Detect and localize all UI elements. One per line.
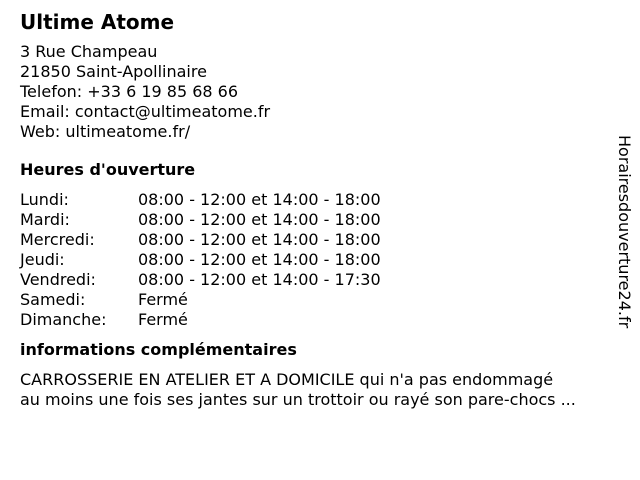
address-street: 3 Rue Champeau bbox=[20, 42, 158, 61]
time-value: 08:00 - 12:00 et 14:00 - 18:00 bbox=[138, 210, 381, 229]
hours-table bbox=[20, 190, 620, 330]
info-heading: informations complémentaires bbox=[20, 340, 297, 359]
time-value: Fermé bbox=[138, 290, 188, 309]
hours-heading: Heures d'ouverture bbox=[20, 160, 196, 179]
time-value: 08:00 - 12:00 et 14:00 - 17:30 bbox=[138, 270, 381, 289]
business-name: Ultime Atome bbox=[20, 10, 175, 34]
day-label: Mardi: bbox=[20, 210, 70, 229]
time-value: 08:00 - 12:00 et 14:00 - 18:00 bbox=[138, 190, 381, 209]
email-text: Email: contact@ultimeatome.fr bbox=[20, 102, 271, 121]
phone-text: Telefon: +33 6 19 85 68 66 bbox=[20, 82, 239, 101]
business-card bbox=[20, 10, 620, 410]
info-line-2: au moins une fois ses jantes sur un trottoir ou rayé son pare-chocs ... bbox=[20, 390, 576, 409]
day-label: Vendredi: bbox=[20, 270, 96, 289]
hours-row-saturday bbox=[20, 290, 620, 310]
hours-row-monday bbox=[20, 190, 620, 210]
day-label: Lundi: bbox=[20, 190, 69, 209]
day-label: Mercredi: bbox=[20, 230, 95, 249]
hours-row-thursday bbox=[20, 250, 620, 270]
time-value: 08:00 - 12:00 et 14:00 - 18:00 bbox=[138, 250, 381, 269]
address-city: 21850 Saint-Apollinaire bbox=[20, 62, 207, 81]
day-label: Dimanche: bbox=[20, 310, 107, 329]
site-watermark: Horairesdouverture24.fr bbox=[615, 135, 634, 329]
day-label: Samedi: bbox=[20, 290, 86, 309]
info-line-1: CARROSSERIE EN ATELIER ET A DOMICILE qui n'a pas endommagé bbox=[20, 370, 554, 389]
hours-row-wednesday bbox=[20, 230, 620, 250]
time-value: 08:00 - 12:00 et 14:00 - 18:00 bbox=[138, 230, 381, 249]
hours-row-sunday bbox=[20, 310, 620, 330]
time-value: Fermé bbox=[138, 310, 188, 329]
hours-row-tuesday bbox=[20, 210, 620, 230]
hours-row-friday bbox=[20, 270, 620, 290]
web-text: Web: ultimeatome.fr/ bbox=[20, 122, 191, 141]
day-label: Jeudi: bbox=[20, 250, 65, 269]
